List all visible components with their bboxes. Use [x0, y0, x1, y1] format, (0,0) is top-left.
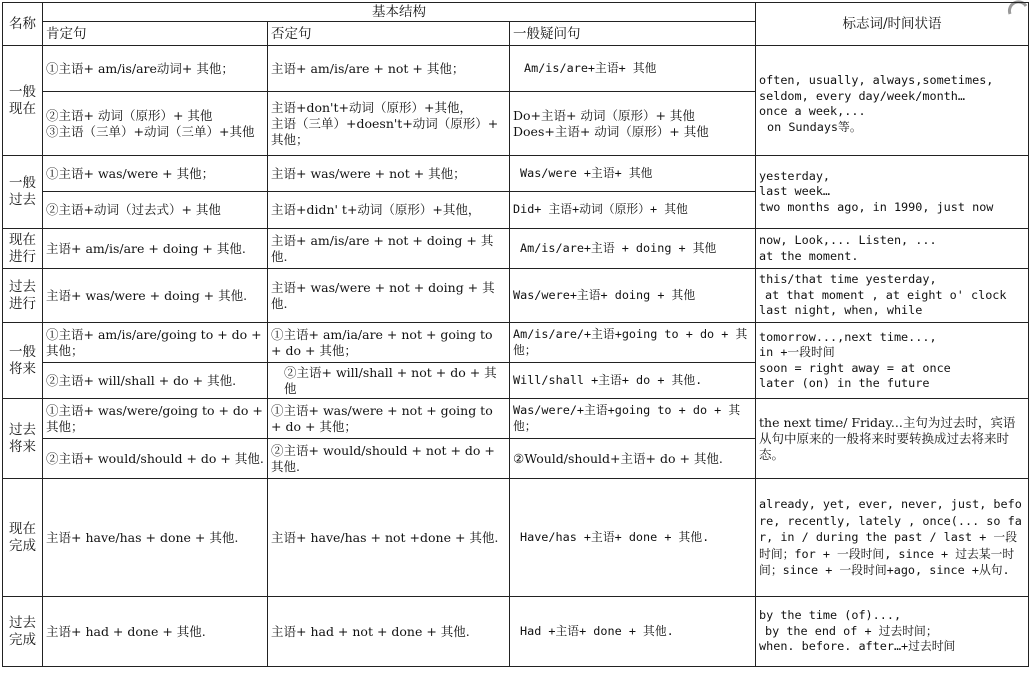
signal-cell: by the time (of)..., by the end of + 过去时间； when. before. after…+过去时间 — [756, 597, 1029, 667]
negative-cell: ②主语+ will/shall + not + do + 其他 — [268, 363, 510, 399]
tense-name: 一般 现在 — [3, 46, 43, 156]
signal-cell: now, Look,... Listen, ... at the moment. — [756, 229, 1029, 269]
tense-name: 现在 进行 — [3, 229, 43, 269]
affirmative-cell: ①主语+ am/is/are/going to + do + 其他； — [43, 323, 268, 363]
table-row — [3, 46, 1029, 92]
affirmative-cell: ①主语+ was/were/going to + do + 其他； — [43, 399, 268, 439]
signal-cell: tomorrow...,next time..., in +一段时间 soon = right away = at once later (on) in the future — [756, 323, 1029, 399]
affirmative-cell: ②主语+ would/should + do + 其他. — [43, 439, 268, 479]
signal-cell: often, usually, always,sometimes, seldom, every day/week/month… once a week,... on Sundays等。 — [756, 46, 1029, 156]
signal-cell: the next time/ Friday...主句为过去时，宾语从句中原来的一般将来时要转换成过去将来时态。 — [756, 399, 1029, 479]
negative-cell: ①主语+ was/were + not + going to + do + 其他； — [268, 399, 510, 439]
negative-cell: ①主语+ am/ia/are + not + going to + do + 其他； — [268, 323, 510, 363]
table-row — [3, 323, 1029, 363]
negative-cell: 主语+don't+动词（原形）+其他， 主语（三单）+doesn't+动词（原形）+ 其他； — [268, 92, 510, 156]
negative-cell: ②主语+ would/should + not + do + 其他. — [268, 439, 510, 479]
subheader-question: 一般疑问句 — [510, 22, 756, 46]
table-row — [3, 156, 1029, 192]
question-cell: ②Would/should+主语+ do + 其他. — [510, 439, 756, 479]
table-row — [3, 479, 1029, 597]
tense-table — [2, 2, 1029, 667]
signal-cell: this/that time yesterday, at that moment , at eight o' clock last night, when, while — [756, 269, 1029, 323]
affirmative-cell: 主语+ have/has + done + 其他. — [43, 479, 268, 597]
negative-cell: 主语+didn' t+动词（原形）+其他， — [268, 192, 510, 229]
negative-cell: 主语+ am/is/are + not + doing + 其他. — [268, 229, 510, 269]
subheader-affirmative: 肯定句 — [43, 22, 268, 46]
question-cell: Will/shall +主语+ do + 其他. — [510, 363, 756, 399]
negative-cell: 主语+ was/were + not + doing + 其他. — [268, 269, 510, 323]
table-row — [3, 399, 1029, 439]
table-row — [3, 269, 1029, 323]
affirmative-cell: ①主语+ was/were + 其他； — [43, 156, 268, 192]
question-cell: Am/is/are+主语+ 其他 — [510, 46, 756, 92]
header-name: 名称 — [3, 3, 43, 46]
question-cell: Am/is/are+主语 + doing + 其他 — [510, 229, 756, 269]
affirmative-cell: 主语+ am/is/are + doing + 其他. — [43, 229, 268, 269]
header-basic-structure: 基本结构 — [43, 3, 756, 22]
subheader-negative: 否定句 — [268, 22, 510, 46]
tense-name: 一般 过去 — [3, 156, 43, 229]
question-cell: Was/were+主语+ doing + 其他 — [510, 269, 756, 323]
tense-name: 过去 完成 — [3, 597, 43, 667]
negative-cell: 主语+ was/were + not + 其他； — [268, 156, 510, 192]
tense-name: 一般 将来 — [3, 323, 43, 399]
negative-cell: 主语+ had + not + done + 其他. — [268, 597, 510, 667]
negative-cell: 主语+ have/has + not +done + 其他. — [268, 479, 510, 597]
table-row — [3, 597, 1029, 667]
question-cell: Have/has +主语+ done + 其他. — [510, 479, 756, 597]
affirmative-cell: ①主语+ am/is/are动词+ 其他； — [43, 46, 268, 92]
signal-cell: already, yet, ever, never, just, before, recently, lately , once(... so far, in / during the past / last + 一段时间；for + 一段时间, since + 过去某一时间；since + 一段时间+ago, since +从句. — [756, 479, 1029, 597]
question-cell: Do+主语+ 动词（原形）+ 其他 Does+主语+ 动词（原形）+ 其他 — [510, 92, 756, 156]
tense-name: 过去 进行 — [3, 269, 43, 323]
header-signal-words: 标志词/时间状语 — [756, 3, 1029, 46]
question-cell: Had +主语+ done + 其他. — [510, 597, 756, 667]
question-cell: Am/is/are/+主语+going to + do + 其他； — [510, 323, 756, 363]
signal-cell: yesterday, last week… two months ago, in 1990, just now — [756, 156, 1029, 229]
affirmative-cell: ②主语+动词（过去式）+ 其他 — [43, 192, 268, 229]
affirmative-cell: ②主语+ 动词（原形）+ 其他 ③主语（三单）+动词（三单）+其他 — [43, 92, 268, 156]
negative-cell: 主语+ am/is/are + not + 其他； — [268, 46, 510, 92]
affirmative-cell: 主语+ was/were + doing + 其他. — [43, 269, 268, 323]
question-cell: Was/were/+主语+going to + do + 其他； — [510, 399, 756, 439]
tense-name: 过去 将来 — [3, 399, 43, 479]
tense-name: 现在 完成 — [3, 479, 43, 597]
question-cell: Was/were +主语+ 其他 — [510, 156, 756, 192]
affirmative-cell: ②主语+ will/shall + do + 其他. — [43, 363, 268, 399]
table-row — [3, 229, 1029, 269]
question-cell: Did+ 主语+动词（原形）+ 其他 — [510, 192, 756, 229]
affirmative-cell: 主语+ had + done + 其他. — [43, 597, 268, 667]
